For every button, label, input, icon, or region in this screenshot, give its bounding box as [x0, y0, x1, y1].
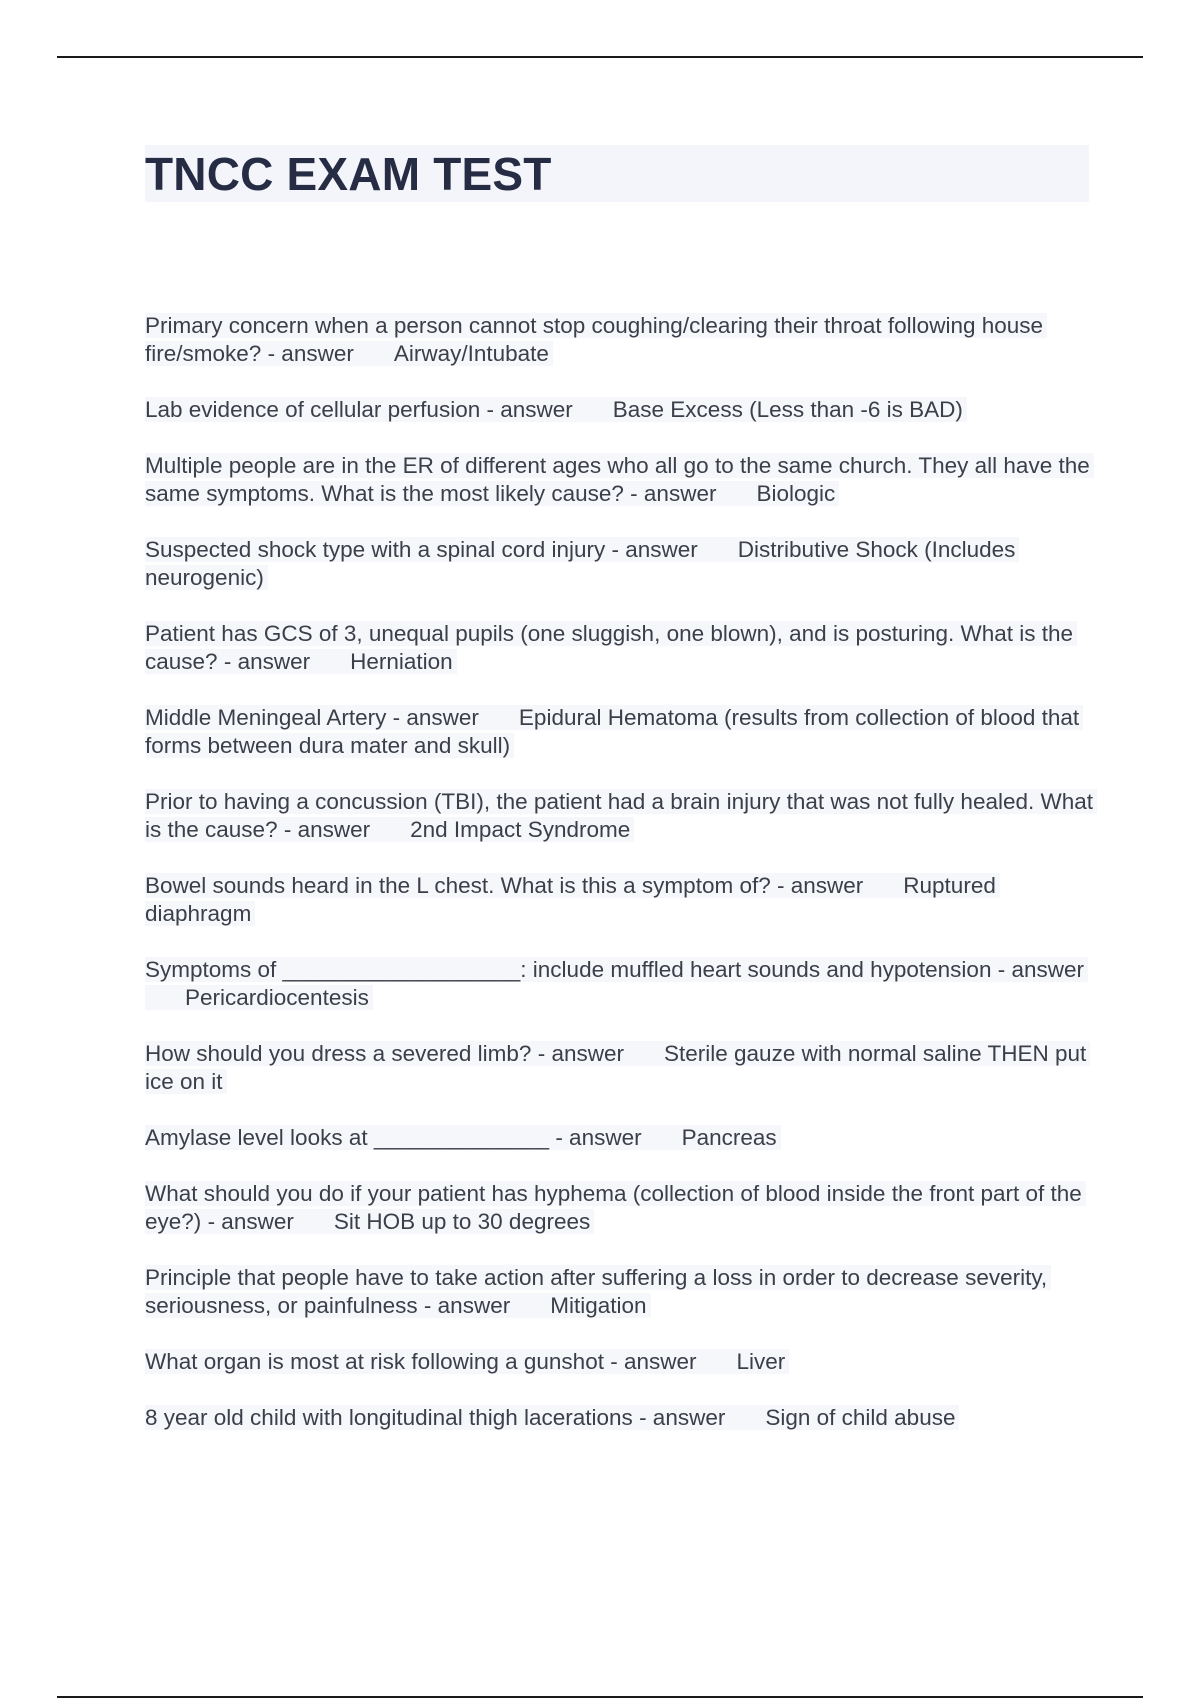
question-text: What should you do if your patient has hyphema (collection of blood inside the front part of the eye?): [145, 1181, 1082, 1234]
qa-item: [145, 620, 1105, 676]
answer-marker: - answer: [639, 1405, 726, 1430]
answer-text: Pancreas: [681, 1125, 777, 1150]
question-text: Suspected shock type with a spinal cord injury: [145, 537, 606, 562]
answer-text: Sit HOB up to 30 degrees: [333, 1209, 591, 1234]
qa-item: [145, 396, 1105, 424]
question-text: What organ is most at risk following a gunshot: [145, 1349, 604, 1374]
qa-item: [145, 956, 1105, 1012]
answer-marker: - answer: [555, 1125, 642, 1150]
question-text: Symptoms of ___________________: include muffled heart sounds and hypotension: [145, 957, 992, 982]
answer-text: Pericardiocentesis: [185, 985, 369, 1010]
answer-marker: - answer: [486, 397, 573, 422]
qa-item: [145, 1404, 1105, 1432]
header-rule: [57, 56, 1143, 58]
answer-text: Sterile gauze with normal saline THEN put ice on it: [145, 1041, 1087, 1094]
answer-marker: - answer: [630, 481, 717, 506]
answer-text: Sign of child abuse: [765, 1405, 956, 1430]
answer-text: Biologic: [756, 481, 836, 506]
qa-item: [145, 788, 1105, 844]
question-text: Multiple people are in the ER of different ages who all go to the same church. They all have the same symptoms. What is the most likely cause?: [145, 453, 1090, 506]
answer-text: Ruptured diaphragm: [145, 873, 996, 926]
qa-item: [145, 1040, 1105, 1096]
question-text: Prior to having a concussion (TBI), the patient had a brain injury that was not fully healed. What is the cause?: [145, 789, 1094, 842]
qa-item: [145, 872, 1105, 928]
qa-item: [145, 452, 1105, 508]
qa-item: [145, 704, 1105, 760]
answer-marker: - answer: [423, 1293, 511, 1318]
question-text: Bowel sounds heard in the L chest. What is this a symptom of?: [145, 873, 771, 898]
answer-marker: - answer: [610, 1349, 697, 1374]
answer-text: Distributive Shock (Includes neurogenic): [145, 537, 1016, 590]
answer-marker: - answer: [537, 1041, 624, 1066]
answer-marker: - answer: [207, 1209, 294, 1234]
qa-item: [145, 1264, 1105, 1320]
question-text: Principle that people have to take action after suffering a loss in order to decrease severity, seriousness, or painfulness: [145, 1265, 1048, 1318]
answer-text: Herniation: [350, 649, 453, 674]
question-text: Amylase level looks at ______________: [145, 1125, 550, 1150]
question-text: Lab evidence of cellular perfusion: [145, 397, 481, 422]
answer-text: Epidural Hematoma (results from collection of blood that forms between dura mater and skull): [145, 705, 1080, 758]
answer-marker: - answer: [777, 873, 864, 898]
question-text: Primary concern when a person cannot stop coughing/clearing their throat following house fire/smoke?: [145, 313, 1044, 366]
answer-text: Mitigation: [550, 1293, 647, 1318]
answer-text: Liver: [736, 1349, 786, 1374]
qa-item: [145, 1180, 1105, 1236]
footer-rule: [57, 1696, 1143, 1698]
answer-marker: - answer: [392, 705, 479, 730]
qa-item: [145, 536, 1105, 592]
page-title: TNCC EXAM TEST: [145, 148, 552, 200]
answer-marker: - answer: [267, 341, 354, 366]
answer-marker: - answer: [997, 957, 1084, 982]
qa-item: [145, 1348, 1105, 1376]
question-text: 8 year old child with longitudinal thigh lacerations: [145, 1405, 633, 1430]
answer-text: 2nd Impact Syndrome: [410, 817, 631, 842]
qa-item: [145, 1124, 1105, 1152]
answer-text: Base Excess (Less than -6 is BAD): [612, 397, 963, 422]
answer-text: Airway/Intubate: [393, 341, 549, 366]
question-text: How should you dress a severed limb?: [145, 1041, 532, 1066]
answer-marker: - answer: [223, 649, 311, 674]
answer-marker: - answer: [283, 817, 371, 842]
answer-marker: - answer: [611, 537, 698, 562]
qa-list: [145, 312, 1105, 1460]
question-text: Middle Meningeal Artery: [145, 705, 387, 730]
question-text: Patient has GCS of 3, unequal pupils (one sluggish, one blown), and is posturing. What is the cause?: [145, 621, 1074, 674]
qa-item: [145, 312, 1105, 368]
